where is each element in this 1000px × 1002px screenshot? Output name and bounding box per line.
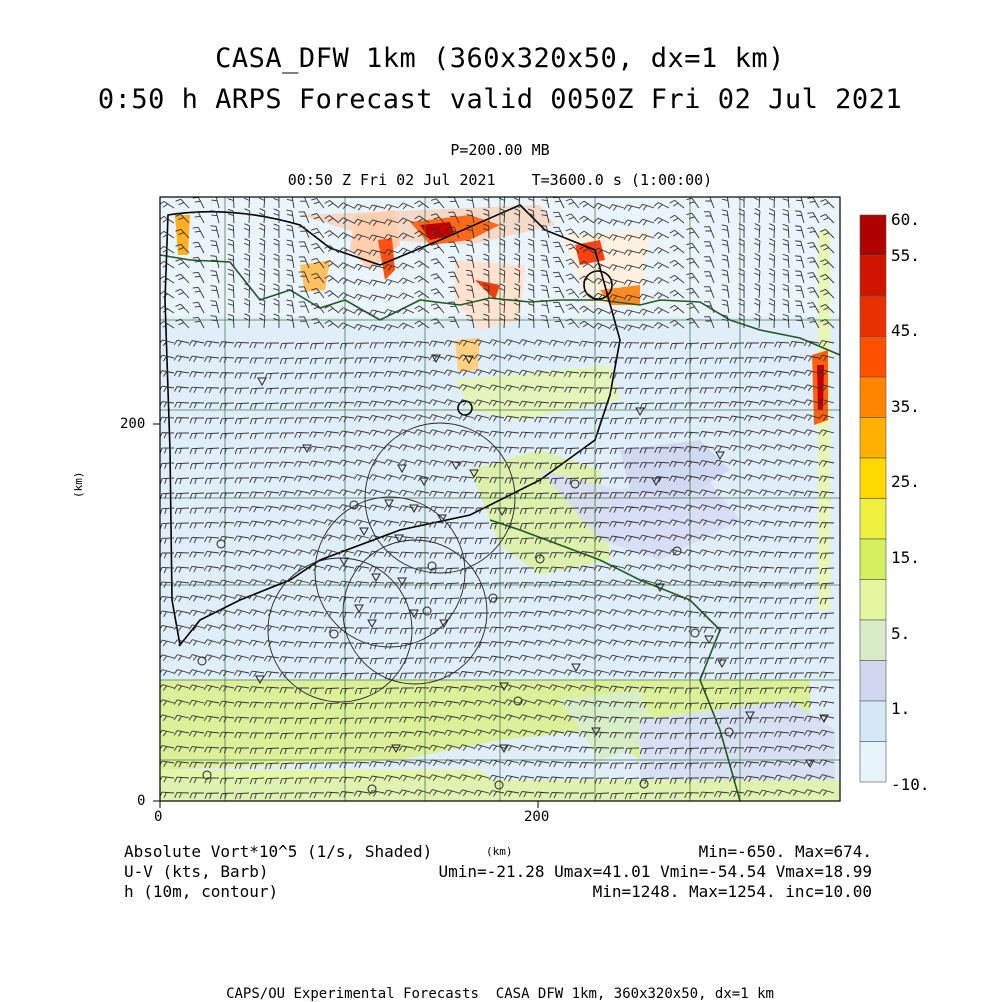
legend-field-wind: U-V (kts, Barb) — [124, 862, 269, 881]
y-tick-0: 0 — [137, 793, 146, 809]
legend-range-wind: Umin=-21.28 Umax=41.01 Vmin=-54.54 Vmax=18.99 — [438, 862, 872, 881]
legend-field-vorticity: Absolute Vort*10^5 (1/s, Shaded) — [124, 842, 433, 861]
colorbar-label-minus10: -10. — [891, 775, 930, 794]
colorbar-swatch — [860, 256, 886, 297]
footer-credit: CAPS/OU Experimental Forecasts CASA DFW 1km, 360x320x50, dx=1 km — [226, 986, 774, 1002]
colorbar-label-45: 45. — [891, 321, 920, 340]
pressure-level: P=200.00 MB — [450, 141, 550, 159]
colorbar-label-1: 1. — [891, 699, 911, 718]
colorbar-swatch — [860, 296, 886, 337]
legend-field-height: h (10m, contour) — [124, 882, 279, 901]
colorbar-swatch — [860, 499, 886, 540]
legend-range-vorticity: Min=-650. Max=674. — [698, 842, 872, 861]
colorbar-label-35: 35. — [891, 397, 920, 416]
colorbar-swatch — [860, 701, 886, 742]
colorbar-swatch — [860, 215, 886, 256]
title-line-2: 0:50 h ARPS Forecast valid 0050Z Fri 02 Jul 2021 — [97, 84, 903, 115]
y-tick-200: 200 — [120, 416, 146, 432]
title-line-1: CASA_DFW 1km (360x320x50, dx=1 km) — [215, 43, 785, 74]
colorbar-swatch — [860, 580, 886, 621]
colorbar-swatch — [860, 661, 886, 702]
colorbar — [860, 215, 886, 782]
colorbar-label-25: 25. — [891, 472, 920, 491]
colorbar-label-5: 5. — [891, 624, 911, 643]
x-tick-0: 0 — [154, 809, 163, 825]
colorbar-swatch — [860, 742, 886, 783]
x-axis-label: (km) — [486, 845, 513, 858]
colorbar-swatch — [860, 539, 886, 580]
colorbar-swatch — [860, 458, 886, 499]
valid-time-line: 00:50 Z Fri 02 Jul 2021 T=3600.0 s (1:00:00) — [287, 171, 713, 189]
colorbar-label-15: 15. — [891, 548, 920, 567]
x-tick-200: 200 — [524, 809, 550, 825]
legend-range-height: Min=1248. Max=1254. inc=10.00 — [592, 882, 872, 901]
colorbar-label-55: 55. — [891, 246, 920, 265]
colorbar-swatch — [860, 377, 886, 418]
colorbar-swatch — [860, 337, 886, 378]
colorbar-label-60: 60. — [891, 210, 920, 229]
colorbar-swatch — [860, 620, 886, 661]
colorbar-swatch — [860, 418, 886, 459]
y-axis-label: (km) — [72, 471, 85, 498]
